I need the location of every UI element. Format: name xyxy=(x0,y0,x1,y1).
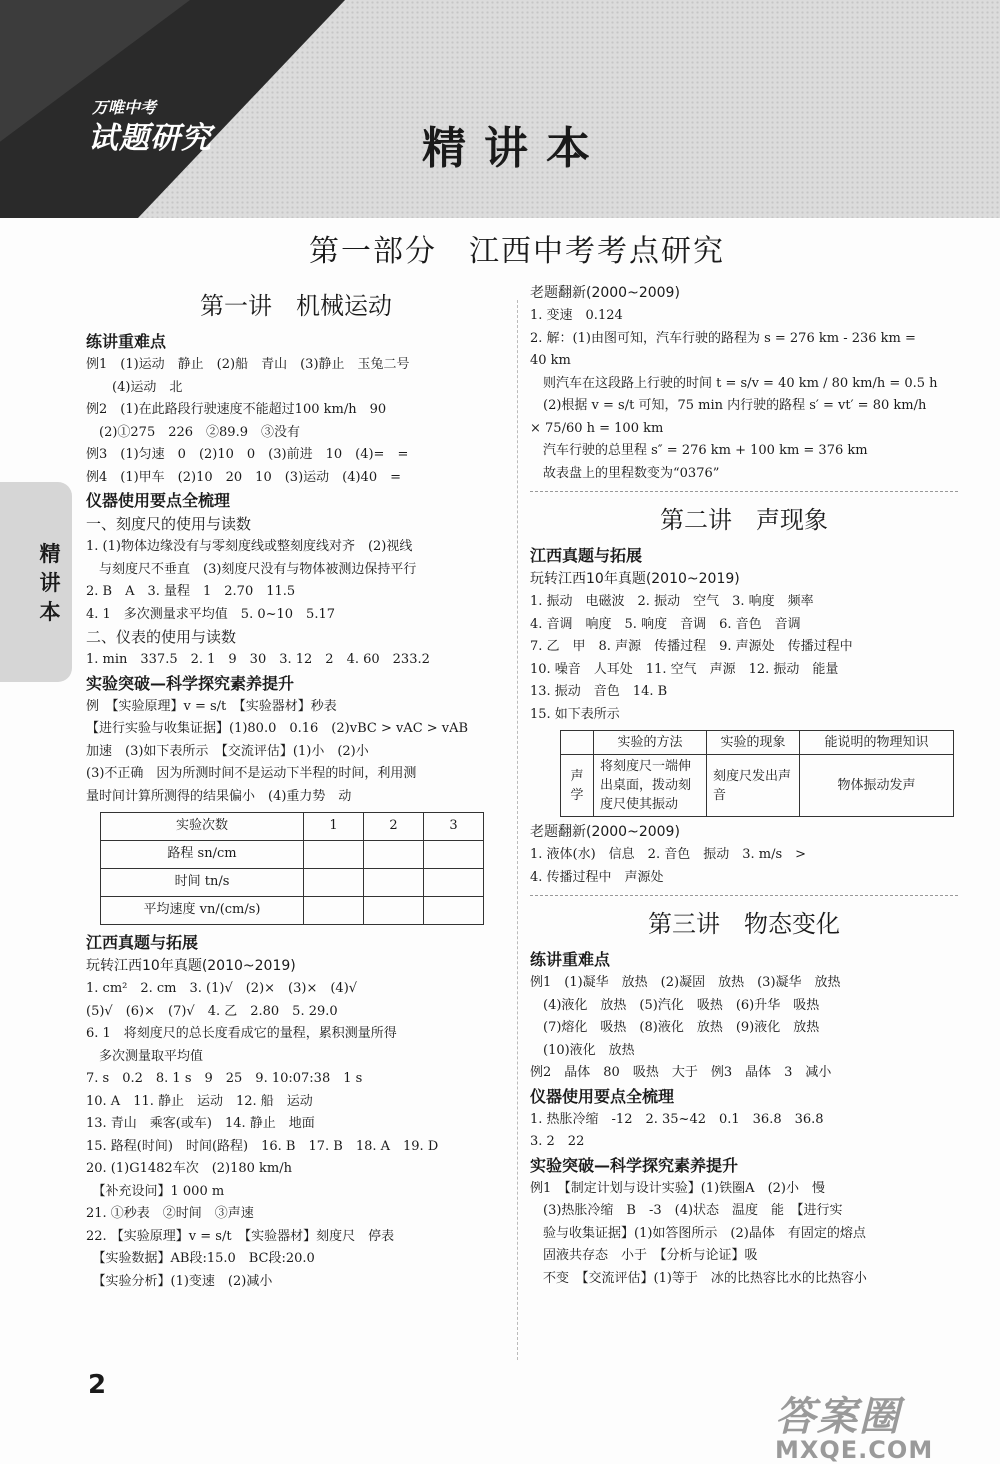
answer-line: 例4 (1)甲车 (2)10 20 10 (3)运动 (4)40 = xyxy=(86,469,401,485)
section-heading: 练讲重难点 xyxy=(86,332,167,351)
answer-line: 2. 解：(1)由图可知，汽车行驶的路程为 s = 276 km - 236 km = xyxy=(530,330,916,346)
answer-line: (2)①275 226 ②89.9 ③没有 xyxy=(86,424,300,440)
answer-line: 1. 变速 0.124 xyxy=(530,308,623,323)
answer-line: 6. 1 将刻度尺的总长度看成它的量程，累积测量所得 xyxy=(86,1026,397,1041)
section-heading: 仪器使用要点全梳理 xyxy=(86,491,231,510)
watermark-url: MXQE.COM xyxy=(775,1436,934,1464)
section-heading: 练讲重难点 xyxy=(530,950,611,969)
left-column xyxy=(86,288,506,1293)
answer-line: 【补充设问】1 000 m xyxy=(86,1183,225,1199)
answer-line: 13. 青山 乘客(或车) 14. 静止 地面 xyxy=(86,1116,315,1131)
table-cell xyxy=(364,841,424,869)
answer-line: 1. min 337.5 2. 1 9 30 3. 12 2 4. 60 233.2 xyxy=(86,652,430,667)
answer-line: 汽车行驶的总里程 s″ = 276 km + 100 km = 376 km xyxy=(530,443,868,458)
watermark xyxy=(775,1385,933,1464)
answer-line: 13. 振动 音色 14. B xyxy=(530,684,668,699)
answer-line: 7. 乙 甲 8. 声源 传播过程 9. 声源处 传播过程中 xyxy=(530,639,853,654)
answer-line: 1. 热胀冷缩 -12 2. 35~42 0.1 36.8 36.8 xyxy=(530,1111,824,1127)
answer-line: (2)根据 v = s/t 可知，75 min 内行驶的路程 s′ = vt′ = 80 km/h xyxy=(530,398,927,413)
table-cell xyxy=(304,869,364,897)
section-heading: 实验突破—科学探究素养提升 xyxy=(86,673,295,693)
table-header-cell: 2 xyxy=(364,813,424,841)
section-heading: 江西真题与拓展 xyxy=(530,546,643,565)
answer-line: 验与收集证据】(1)如答图所示 (2)晶体 有固定的熔点 xyxy=(530,1225,866,1241)
lecture-3-title: 第三讲 物态变化 xyxy=(648,910,840,938)
table-header-cell: 实验的现象 xyxy=(707,731,800,755)
table-header-cell: 能说明的物理知识 xyxy=(800,731,954,755)
subsection-heading: 二、仪表的使用与读数 xyxy=(86,628,237,646)
lecture-2-title: 第二讲 声现象 xyxy=(660,506,828,534)
answer-line: 3. 2 22 xyxy=(530,1134,585,1149)
page-title: 精讲本 xyxy=(422,123,608,174)
answer-line: 10. 噪音 人耳处 11. 空气 声源 12. 振动 能量 xyxy=(530,661,839,677)
table-header-cell: 实验次数 xyxy=(101,813,304,841)
answer-line: 例1 (1)凝华 放热 (2)凝固 放热 (3)凝华 放热 xyxy=(530,975,841,990)
answer-block xyxy=(86,354,506,489)
experiment-table xyxy=(100,812,484,925)
table-corner-cell xyxy=(561,731,594,755)
table-cell xyxy=(424,897,484,925)
right-column xyxy=(530,282,958,1290)
answer-line: (3)热胀冷缩 B -3 (4)状态 温度 能 【进行实 xyxy=(530,1203,843,1218)
table-row xyxy=(101,897,484,925)
subsection-heading: 玩转江西10年真题(2010~2019) xyxy=(86,958,296,974)
divider xyxy=(530,895,958,896)
answer-line: 22. 【实验原理】v = s/t 【实验器材】刻度尺 停表 xyxy=(86,1228,395,1244)
answer-line: 与刻度尺不垂直 (3)刻度尺没有与物体被测边保持平行 xyxy=(86,561,417,577)
answer-line: 1. 振动 电磁波 2. 振动 空气 3. 响度 频率 xyxy=(530,594,814,609)
table-cell: 将刻度尺一端伸出桌面，拨动刻度尺使其振动 xyxy=(594,755,707,817)
answer-line: 例3 (1)匀速 0 (2)10 0 (3)前进 10 (4)= = xyxy=(86,447,409,462)
answer-line: 例2 (1)在此路段行驶速度不能超过100 km/h 90 xyxy=(86,402,387,417)
brand-logo-small: 万唯中考 xyxy=(92,98,157,117)
answer-line: 【实验数据】AB段:15.0 BC段:20.0 xyxy=(86,1251,315,1266)
brand-logo: 试题研究 xyxy=(88,121,212,156)
table-cell: 路程 sn/cm xyxy=(101,841,304,869)
watermark-logo: 答案圈 xyxy=(775,1394,901,1440)
answer-line: 例 【实验原理】v = s/t 【实验器材】秒表 xyxy=(86,698,337,714)
answer-line: 【进行实验与收集证据】(1)80.0 0.16 (2)vBC > vAC > vAB xyxy=(86,721,469,736)
table-cell xyxy=(424,841,484,869)
table-cell xyxy=(304,897,364,925)
answer-line: 20. (1)G1482车次 (2)180 km/h xyxy=(86,1161,293,1176)
answer-line: 例1 (1)运动 静止 (2)船 青山 (3)静止 玉兔二号 xyxy=(86,357,410,372)
answer-line: 15. 路程(时间) 时间(路程) 16. B 17. B 18. A 19. D xyxy=(86,1138,439,1154)
answer-line: 4. 1 多次测量求平均值 5. 0~10 5.17 xyxy=(86,606,335,622)
answer-line: 故表盘上的里程数变为“0376” xyxy=(530,465,720,481)
answer-line: 1. cm² 2. cm 3. (1)√ (2)× (3)× (4)√ xyxy=(86,981,358,996)
answer-line: (10)液化 放热 xyxy=(530,1042,635,1058)
answer-line: 4. 传播过程中 声源处 xyxy=(530,869,664,885)
column-divider xyxy=(517,300,518,1360)
table-cell xyxy=(364,897,424,925)
table-cell: 物体振动发声 xyxy=(800,755,954,817)
answer-line: 21. ①秒表 ②时间 ③声速 xyxy=(86,1206,254,1221)
answer-line: (4)液化 放热 (5)汽化 吸热 (6)升华 吸热 xyxy=(530,997,820,1013)
table-cell xyxy=(304,841,364,869)
answer-line: (3)不正确 因为所测时间不是运动下半程的时间，利用测 xyxy=(86,766,417,781)
table-header-cell: 3 xyxy=(424,813,484,841)
answer-line: 1. 液体(水) 信息 2. 音色 振动 3. m/s > xyxy=(530,847,807,862)
answer-line: 40 km xyxy=(530,353,571,368)
answer-line: 4. 音调 响度 5. 响度 音调 6. 音色 音调 xyxy=(530,616,801,632)
answer-line: 15. 如下表所示 xyxy=(530,706,620,722)
answer-line: 量时间计算所测得的结果偏小 (4)重力势 动 xyxy=(86,788,352,804)
answer-line: 多次测量取平均值 xyxy=(86,1048,204,1064)
sound-table xyxy=(560,730,954,817)
table-row xyxy=(101,869,484,897)
table-row xyxy=(561,755,954,817)
subsection-heading: 老题翻新(2000~2009) xyxy=(530,285,680,301)
table-header-cell: 实验的方法 xyxy=(594,731,707,755)
subsection-heading: 老题翻新(2000~2009) xyxy=(530,824,680,840)
table-cell: 平均速度 vn/(cm/s) xyxy=(101,897,304,925)
page-number: 2 xyxy=(88,1370,107,1400)
table-cell: 刻度尺发出声音 xyxy=(707,755,800,817)
section-heading: 江西真题与拓展 xyxy=(86,933,199,952)
answer-line: × 75/60 h = 100 km xyxy=(530,420,664,436)
answer-line: 加速 (3)如下表所示 【交流评估】(1)小 (2)小 xyxy=(86,743,369,759)
table-row-label: 声学 xyxy=(561,755,594,817)
table-header-cell: 1 xyxy=(304,813,364,841)
subsection-heading: 一、刻度尺的使用与读数 xyxy=(86,515,252,533)
lecture-1-title: 第一讲 机械运动 xyxy=(200,292,392,320)
subsection-heading: 玩转江西10年真题(2010~2019) xyxy=(530,571,740,587)
answer-line: 2. B A 3. 量程 1 2.70 11.5 xyxy=(86,584,296,599)
table-cell xyxy=(364,869,424,897)
side-tab-label: 精讲本 xyxy=(39,542,61,624)
answer-line: 固液共存态 小于 【分析与论证】吸 xyxy=(530,1248,758,1263)
table-cell xyxy=(424,869,484,897)
answer-line: 不变 【交流评估】(1)等于 冰的比热容比水的比热容小 xyxy=(530,1270,867,1286)
part-title: 第一部分 江西中考考点研究 xyxy=(309,234,725,269)
table-row xyxy=(101,841,484,869)
answer-line: (4)运动 北 xyxy=(86,379,183,395)
answer-line: 例2 晶体 80 吸热 大于 例3 晶体 3 减小 xyxy=(530,1065,832,1080)
table-cell: 时间 tn/s xyxy=(101,869,304,897)
divider xyxy=(530,491,958,492)
section-heading: 实验突破—科学探究素养提升 xyxy=(530,1155,739,1175)
answer-line: 10. A 11. 静止 运动 12. 船 运动 xyxy=(86,1093,313,1109)
section-heading: 仪器使用要点全梳理 xyxy=(530,1086,675,1106)
answer-line: 则汽车在这段路上行驶的时间 t = s/v = 40 km / 80 km/h = 0.5 h xyxy=(530,375,938,391)
answer-line: 【实验分析】(1)变速 (2)减小 xyxy=(86,1273,273,1289)
answer-line: (7)熔化 吸热 (8)液化 放热 (9)液化 放热 xyxy=(530,1020,820,1035)
answer-line: 1. (1)物体边缘没有与零刻度线或整刻度线对齐 (2)视线 xyxy=(86,539,413,554)
answer-line: 例1 【制定计划与设计实验】(1)铁圈A (2)小 慢 xyxy=(530,1180,825,1196)
answer-line: (5)√ (6)× (7)√ 4. 乙 2.80 5. 29.0 xyxy=(86,1003,338,1019)
answer-line: 7. s 0.2 8. 1 s 9 25 9. 10:07:38 1 s xyxy=(86,1071,363,1086)
